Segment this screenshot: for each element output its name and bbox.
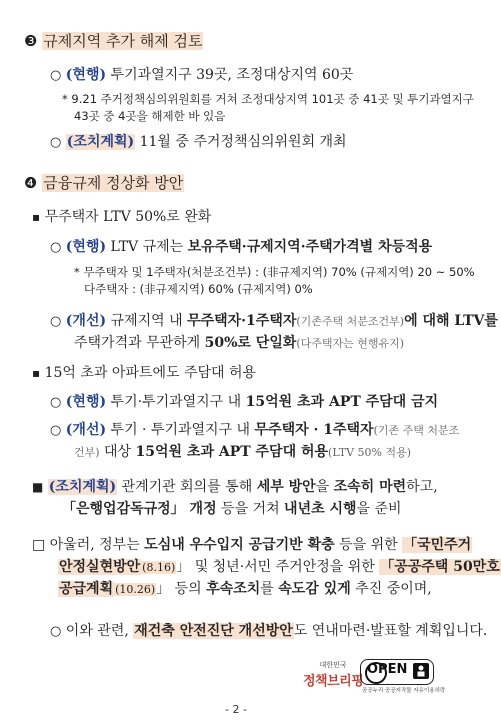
para-p4c: 도 연내마련·발표할 계획입니다.: [293, 623, 488, 639]
s3-item-current: [50, 64, 353, 84]
para-p3b: (10.26): [115, 583, 156, 596]
para-p1b: 도심내 우수입지 공급기반 확충: [144, 537, 335, 553]
s4-c-item: [50, 391, 438, 411]
para-p3c: 」: [156, 581, 171, 597]
tag-plan: (조치계획): [48, 479, 117, 495]
s3-note-line1: * 9.21 주거정책심의위원회를 거쳐 조정대상지역 101곳 중 41곳 및 투기과열지구: [62, 92, 474, 106]
s4-a-text1: LTV 규제는: [110, 239, 184, 255]
s4-d-t4: 건부): [74, 446, 100, 459]
logo-small-text: 대한민국: [319, 661, 347, 669]
s4-b-t7: (다주택자는 현행유지): [296, 337, 405, 350]
s4-e-t7: 등을 거쳐: [221, 501, 280, 517]
section-3-title: 규제지역 추가 해제 검토: [43, 32, 203, 50]
circle-bullet-icon: ○: [50, 624, 62, 639]
s4-e-t3: 을: [315, 479, 330, 495]
s4-b-t5: 주택가격과 무관하게: [74, 335, 201, 351]
para-line3: [58, 578, 432, 598]
s4-b-t4: 에 대해 LTV를: [404, 313, 498, 329]
s4-d-t5: 대상: [104, 444, 132, 460]
para-p2c: 」: [176, 559, 191, 575]
s4-d-t1: 투기 · 투기과열지구 내: [110, 422, 251, 438]
s4-d-line1: [50, 419, 459, 439]
checkbox-square-icon: □: [32, 537, 46, 553]
s4-a-item: [50, 236, 432, 256]
open-text: OPEN: [367, 662, 408, 677]
s4-d-t2: 무주택자 · 1주택자: [254, 422, 374, 438]
s4-a-note2: 다주택자 : (非규제지역) 60% (규제지역) 0%: [84, 282, 313, 296]
s3-item1-text: 투기과열지구 39곳, 조정대상지역 60곳: [110, 67, 354, 83]
s4-e-t4: 조속히 마련: [333, 479, 407, 495]
s4-b-t1: 규제지역 내: [110, 313, 183, 329]
tag-improve: (개선): [65, 313, 107, 329]
section-4-title: 금융규제 정상화 방안: [43, 174, 184, 192]
person-icon: [413, 663, 429, 679]
s4-b-t3: (기존주택 처분조건부): [296, 315, 405, 328]
para-p2e: 「공공주택 50만호: [380, 559, 500, 575]
s4-c-t1: 투기·투기과열지구 내: [110, 394, 242, 410]
s4-sub1: [32, 206, 211, 226]
s4-b-t2: 무주택자·1주택자: [187, 313, 297, 329]
s3-note-line2: 43곳 중 4곳을 해제한 바 있음: [74, 109, 226, 123]
s4-sub2: [32, 362, 256, 382]
circle-bullet-icon: ○: [50, 135, 62, 150]
para-p4a: 이와 관련,: [65, 623, 129, 639]
para-line2: [58, 556, 501, 576]
para-p3e: 후속조치: [206, 581, 261, 597]
para-line1: [32, 534, 472, 554]
s4-e-t5: 하고,: [406, 479, 438, 495]
s4-b-line2: [74, 332, 404, 352]
tag-current: (현행): [65, 239, 107, 255]
circle-bullet-icon: ○: [50, 240, 62, 255]
s4-e-line2: [62, 498, 402, 518]
para-p3f: 를: [260, 581, 274, 597]
s4-b-line1: [50, 310, 498, 330]
s4-sub1-title: 무주택자 LTV 50%로 완화: [44, 209, 212, 225]
circle-bullet-icon: ○: [50, 423, 62, 438]
page-number: - 2 -: [225, 703, 247, 716]
s4-e-t2: 세부 방안: [256, 479, 316, 495]
tag-current: (현행): [65, 394, 107, 410]
para-p3h: 추진 중이며,: [355, 581, 432, 597]
section-3-heading: [24, 30, 203, 51]
tag-current: (현행): [65, 67, 107, 83]
s4-a-text2: 보유주택·규제지역·주택가격별 차등적용: [187, 239, 433, 255]
para-p3a: 공급계획: [59, 581, 114, 597]
logo-main-text: [303, 670, 363, 689]
circle-bullet-icon: ○: [50, 314, 62, 329]
para-p2a: 안정실현방안: [59, 559, 141, 575]
s4-e-t6: 「은행업감독규정」 개정: [62, 501, 217, 517]
tag-plan: (조치계획): [66, 134, 135, 150]
s3-item-plan: [50, 131, 347, 151]
section-3-number: ❸: [24, 32, 38, 50]
s4-d-t3: (기존 주택 처분조: [373, 424, 460, 437]
para-p1a: 아울러, 정부는: [49, 537, 140, 553]
section-4-heading: [24, 172, 184, 193]
square-bullet-icon: ▪: [32, 366, 41, 380]
s4-d-line2: [74, 441, 411, 461]
s4-e-t8: 내년초 시행: [284, 501, 357, 517]
circle-bullet-icon: ○: [50, 395, 62, 410]
s4-c-t2: 15억원 초과 APT 주담대 금지: [245, 394, 439, 410]
open-subtext: 공공누리 공공저작물 자유이용허락: [362, 688, 446, 694]
para-p1d: 「국민주거: [403, 537, 472, 553]
section-4-number: ❹: [24, 174, 38, 192]
square-bullet-icon: ■: [32, 480, 44, 494]
para-p2d: 및 청년·서민 주거안정을 위한: [194, 559, 375, 575]
s4-e-t1: 관계기관 회의를 통해: [121, 479, 253, 495]
s4-d-t7: (LTV 50% 적용): [328, 446, 411, 459]
para-p1c: 등을 위한: [339, 537, 398, 553]
s4-d-t6: 15억원 초과 APT 주담대 허용: [135, 444, 329, 460]
s4-a-note1: * 무주택자 및 1주택자(처분조건부) : (非규제지역) 70% (규제지역) 20 ~ 50%: [74, 265, 475, 279]
tag-improve: (개선): [65, 422, 107, 438]
para-p4b: 재건축 안전진단 개선방안: [134, 623, 293, 639]
s4-b-t6: 50%로 단일화: [204, 335, 297, 351]
circle-bullet-icon: ○: [50, 68, 62, 83]
para-p3d: 등의: [174, 581, 202, 597]
para-line4: [50, 620, 487, 640]
logo-main: 정책브리핑: [303, 674, 364, 689]
s3-item2-text: 11월 중 주거정책심의위원회 개최: [139, 134, 347, 150]
square-bullet-icon: ▪: [32, 210, 41, 224]
policy-briefing-logo: [303, 660, 363, 689]
open-license-badge: [360, 659, 434, 685]
para-p2b: (8.16): [142, 561, 176, 574]
s4-sub2-title: 15억 초과 아파트에도 주담대 허용: [44, 365, 257, 381]
para-p3g: 속도감 있게: [278, 581, 351, 597]
s4-e-line1: [32, 476, 438, 496]
s4-e-t9: 을 준비: [356, 501, 402, 517]
